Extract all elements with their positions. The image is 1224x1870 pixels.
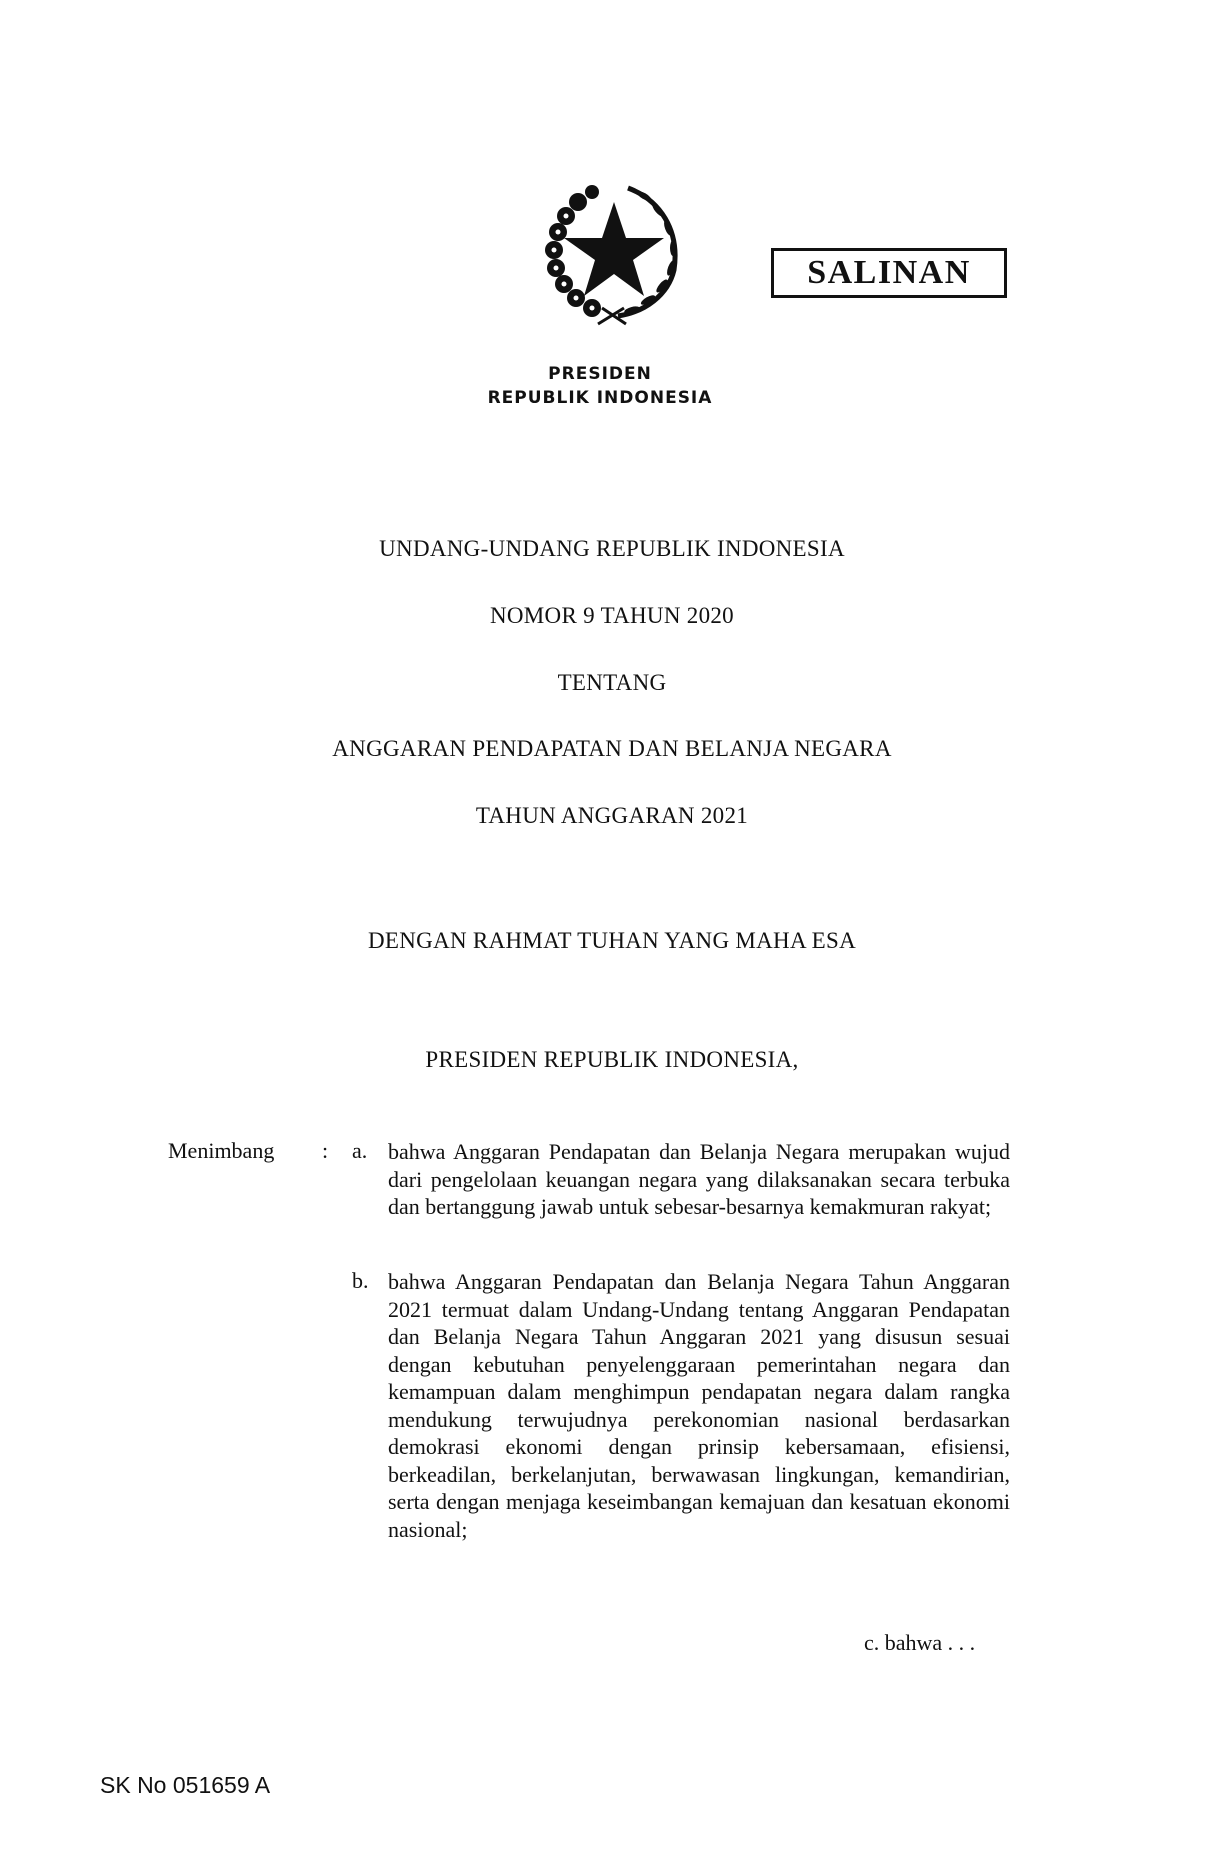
law-number: NOMOR 9 TAHUN 2020 (489, 603, 734, 628)
law-fiscal-year: TAHUN ANGGARAN 2021 (475, 803, 749, 828)
law-about: TENTANG (557, 670, 667, 695)
salinan-label: SALINAN (807, 254, 971, 291)
consideration-a-text: bahwa Anggaran Pendapatan dan Belanja Negara merupakan wujud dari pengelolaan keuangan negara yang dilaksanakan secara terbuka dan bertanggung jawab untuk sebesar-besarnya kemakmuran rakyat; (388, 1139, 1010, 1219)
document-serial-number: SK No 051659 A (100, 1772, 271, 1798)
salinan-stamp (771, 248, 1007, 298)
consideration-b-text: bahwa Anggaran Pendapatan dan Belanja Negara Tahun Anggaran 2021 termuat dalam Undang-Undang tentang Anggaran Pendapatan dan Belanja Negara Tahun Anggaran 2021 yang disusun sesuai dengan kebutuhan penyelenggaraan pemerintahan negara dan kemampuan dalam menghimpun pendapatan negara dalam rangka mendukung terwujudnya perekonomian nasional berdasarkan demokrasi ekonomi dengan prinsip kebersamaan, efisiensi, berkeadilan, berkelanjutan, berwawasan lingkungan, kemandirian, serta dengan menjaga keseimbangan kemajuan dan kesatuan ekonomi nasional; (388, 1269, 1010, 1542)
invocation: DENGAN RAHMAT TUHAN YANG MAHA ESA (367, 928, 857, 953)
consideration-b-marker: b. (352, 1268, 369, 1293)
issuing-authority: PRESIDEN REPUBLIK INDONESIA, (425, 1047, 799, 1072)
consideration-a-marker: a. (352, 1138, 368, 1163)
org-line-president: PRESIDEN (548, 364, 652, 384)
menimbang-label: Menimbang (168, 1138, 275, 1163)
presidential-emblem-icon (540, 180, 685, 330)
issuer-heading (440, 362, 760, 410)
law-subject: ANGGARAN PENDAPATAN DAN BELANJA NEGARA (332, 736, 892, 761)
law-type-title: UNDANG-UNDANG REPUBLIK INDONESIA (379, 536, 845, 561)
next-page-catchword: c. bahwa . . . (864, 1630, 976, 1655)
menimbang-separator: : (322, 1138, 329, 1163)
org-line-republic: REPUBLIK INDONESIA (487, 388, 713, 408)
